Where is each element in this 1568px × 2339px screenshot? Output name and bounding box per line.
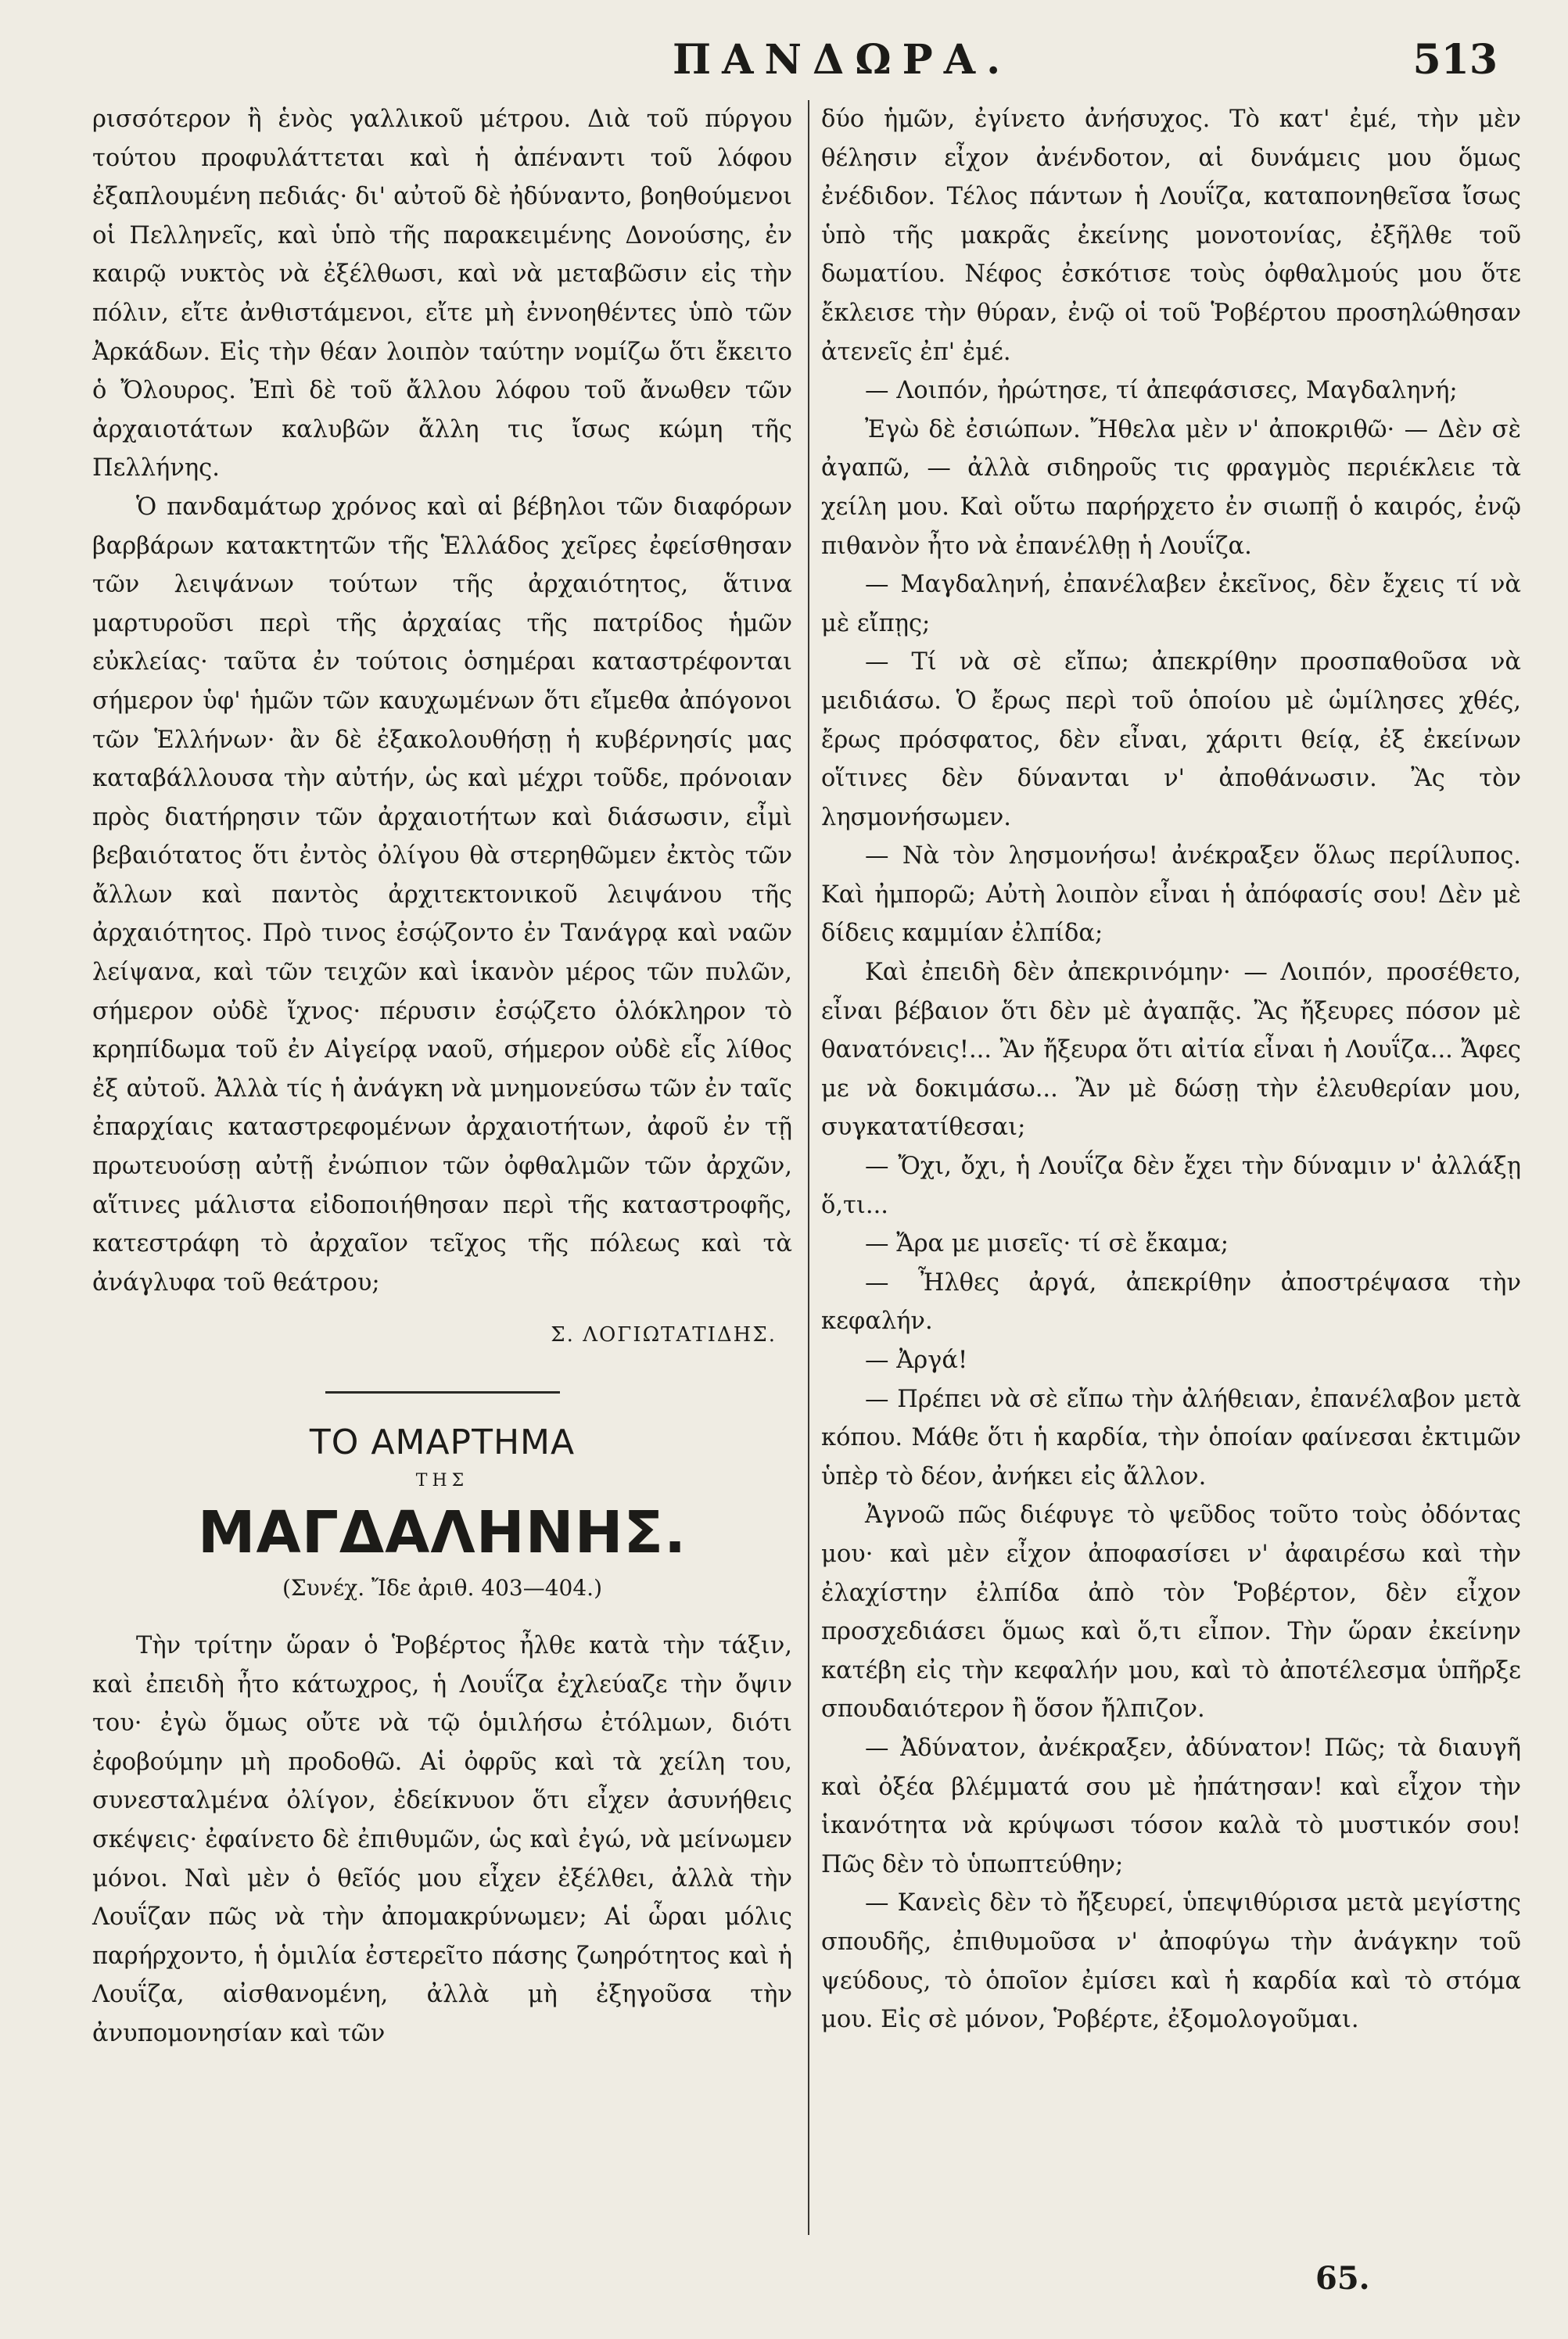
dialogue-line: — Πρέπει νὰ σὲ εἴπω τὴν ἀλήθειαν, ἐπανέλαβον μετὰ κόπου. Μάθε ὅτι ἡ καρδία, τὴν ὁποίαν φαίνεσαι ἐκτιμῶν ὑπὲρ τὸ δέον, ἀνήκει εἰς ἄλλον. xyxy=(821,1385,1521,1491)
story-paragraph: Τὴν τρίτην ὥραν ὁ Ῥοβέρτος ἦλθε κατὰ τὴν τάξιν, καὶ ἐπειδὴ ἦτο κάτωχρος, ἡ Λουΐζα ἐχλεύαζε τὴν ὄψιν του· ἐγὼ ὅμως οὔτε νὰ τῷ ὁμιλήσω ἐτόλμων, διότι ἐφοβούμην μὴ προδοθῶ. Αἱ ὀφρῦς καὶ τὰ χείλη του, συνεσταλμένα ὀλίγον, ἐδείκνυον ὅτι εἶχεν ἀσυνήθεις σκέψεις· ἐφαίνετο δὲ ἐπιθυμῶν, ὡς καὶ ἐγώ, νὰ μείνωμεν μόνοι. Ναὶ μὲν ὁ θεῖός μου εἶχεν ἐξέλθει, ἀλλὰ τὴν Λουΐζαν πῶς νὰ τὴν ἀπομακρύνωμεν; Αἱ ὧραι μόλις παρήρχοντο, ἡ ὁμιλία ἐστερεῖτο πάσης ζωηρότητος καὶ ἡ Λουΐζα, αἰσθανομένη, ἀλλὰ μὴ ἐξηγοῦσα τὴν ἀνυπομονησίαν καὶ τῶν xyxy=(92,1632,792,2047)
dialogue-line: — Ἦλθες ἀργά, ἀπεκρίθην ἀποστρέψασα τὴν κεφαλήν. xyxy=(821,1268,1521,1336)
gathering-mark: 65. xyxy=(1315,2260,1370,2297)
journal-title: ΠΑΝΔΩΡΑ. xyxy=(673,36,1012,84)
author-signature: Σ. ΛΟΓΙΩΤΑΤΙΔΗΣ. xyxy=(551,1323,777,1347)
story-title: ΤΟ ΑΜΑΡΤΗΜΑ xyxy=(309,1422,576,1462)
running-head xyxy=(0,30,1568,92)
dialogue-line: — Μαγδαληνή, ἐπανέλαβεν ἐκεῖνος, δὲν ἔχεις τί νὰ μὲ εἴπῃς; xyxy=(821,571,1521,637)
dialogue-line: — Τί νὰ σὲ εἴπω; ἀπεκρίθην προσπαθοῦσα νὰ μειδιάσω. Ὁ ἔρως περὶ τοῦ ὁποίου μὲ ὡμίλησες χθές, ἔρως πρόσφατος, δὲν εἶναι, χάριτι θείᾳ, ἐξ ἐκείνων οἵτινες δὲν δύνανται ν' ἀποθάνωσιν. Ἂς τὸν λησμονήσωμεν. xyxy=(821,648,1521,831)
story-paragraph: δύο ἡμῶν, ἐγίνετο ἀνήσυχος. Τὸ κατ' ἐμέ, τὴν μὲν θέλησιν εἶχον ἀνένδοτον, αἱ δυνάμεις μου ὅμως ἐνέδιδον. Τέλος πάντων ἡ Λουΐζα, καταπονηθεῖσα ἴσως ὑπὸ τῆς μακρᾶς ἐκείνης μονοτονίας, ἐξῆλθε τοῦ δωματίου. Νέφος ἐσκότισε τοὺς ὀφθαλμούς μου ὅτε ἔκλεισε τὴν θύραν, ἐνῷ οἱ τοῦ Ῥοβέρτου προσηλώθησαν ἀτενεῖς ἐπ' ἐμέ. xyxy=(821,106,1521,366)
story-paragraph: Ἀγνοῶ πῶς διέφυγε τὸ ψεῦδος τοῦτο τοὺς ὀδόντας μου· καὶ μὲν εἶχον ἀποφασίσει ν' ἀφαιρέσω καὶ τὴν ἐλαχίστην ἐλπίδα ἀπὸ τὸν Ῥοβέρτον, δὲν εἶχον προσχεδιάσει ὅμως καὶ ὅ,τι εἶπον. Τὴν ὥραν ἐκείνην κατέβη εἰς τὴν κεφαλήν μου, καὶ τὸ ἀποτέλεσμα ὑπῆρξε σπουδαιότερον ἢ ὅσον ἤλπιζον. xyxy=(821,1501,1521,1724)
continuation-note: (Συνέχ. Ἴδε ἀριθ. 403—404.) xyxy=(282,1575,603,1601)
dialogue-line: — Νὰ τὸν λησμονήσω! ἀνέκραξεν ὅλως περίλυπος. Καὶ ἠμπορῶ; Αὐτὴ λοιπὸν εἶναι ἡ ἀπόφασίς σου! Δὲν μὲ δίδεις καμμίαν ἐλπίδα; xyxy=(821,842,1521,948)
right-column xyxy=(821,100,1521,2039)
story-title-connector: ΤΗΣ xyxy=(415,1471,469,1491)
dialogue-line: — Ὄχι, ὄχι, ἡ Λουΐζα δὲν ἔχει τὴν δύναμιν ν' ἀλλάξῃ ὅ,τι... xyxy=(821,1153,1521,1219)
left-column xyxy=(92,100,792,2054)
dialogue-line: — Ἀργά! xyxy=(865,1347,968,1374)
column-divider xyxy=(808,100,809,2235)
page-number: 513 xyxy=(1412,36,1498,84)
article-paragraph: ρισσότερον ἢ ἑνὸς γαλλικοῦ μέτρου. Διὰ τοῦ πύργου τούτου προφυλάττεται καὶ ἡ ἀπέναντι τοῦ λόφου ἐξαπλουμένη πεδιάς· δι' αὐτοῦ δὲ ἠδύναντο, βοηθούμενοι οἱ Πελληνεῖς, καὶ ὑπὸ τῆς παρακειμένης Δονούσης, ἐν καιρῷ νυκτὸς νὰ ἐξέλθωσι, καὶ νὰ μεταβῶσιν εἰς τὴν πόλιν, εἴτε ἀνθιστάμενοι, εἴτε μὴ ἐννοηθέντες ὑπὸ τῶν Ἀρκάδων. Εἰς τὴν θέαν λοιπὸν ταύτην νομίζω ὅτι ἔκειτο ὁ Ὄλουρος. Ἐπὶ δὲ τοῦ ἄλλου λόφου τοῦ ἄνωθεν τῶν ἀρχαιοτάτων καλυβῶν ἄλλη τις ἴσως κώμη τῆς Πελλήνης. xyxy=(92,106,792,483)
story-paragraph: Καὶ ἐπειδὴ δὲν ἀπεκρινόμην· — Λοιπόν, προσέθετο, εἶναι βέβαιον ὅτι δὲν μὲ ἀγαπᾷς. Ἂς ἤξευρες πόσον μὲ θανατόνεις!... Ἂν ἤξευρα ὅτι αἰτία εἶναι ἡ Λουΐζα... Ἄφες με νὰ δοκιμάσω... Ἂν μὲ δώσῃ τὴν ἐλευθερίαν μου, συγκατατίθεσαι; xyxy=(821,959,1521,1142)
dialogue-line: — Ἄρα με μισεῖς· τί σὲ ἔκαμα; xyxy=(865,1230,1229,1258)
story-paragraph: Ἐγὼ δὲ ἐσιώπων. Ἤθελα μὲν ν' ἀποκριθῶ· — Δὲν σὲ ἀγαπῶ, — ἀλλὰ σιδηροῦς τις φραγμὸς περιέκλειε τὰ χείλη μου. Καὶ οὕτω παρήρχετο ἐν σιωπῇ ὁ καιρός, ἐνῷ πιθανὸν ἦτο νὰ ἐπανέλθῃ ἡ Λουΐζα. xyxy=(821,415,1521,560)
dialogue-line: — Κανεὶς δὲν τὸ ἤξευρεί, ὑπεψιθύρισα μετὰ μεγίστης σπουδῆς, ἐπιθυμοῦσα ν' ἀποφύγω τὴν ἀνάγκην τοῦ ψεύδους, τὸ ὁποῖον ἐμίσει καὶ ἡ καρδία καὶ τὸ στόμα μου. Εἰς σὲ μόνον, Ῥοβέρτε, ἐξομολογοῦμαι. xyxy=(821,1889,1521,2034)
article-paragraph: Ὁ πανδαμάτωρ χρόνος καὶ αἱ βέβηλοι τῶν διαφόρων βαρβάρων κατακτητῶν τῆς Ἑλλάδος χεῖρες ἐφείσθησαν τῶν λειψάνων τούτων τῆς ἀρχαιότητος, ἅτινα μαρτυροῦσι περὶ τῆς ἀρχαίας τῆς πατρίδος ἡμῶν εὐκλείας· ταῦτα ἐν τούτοις ὁσημέραι καταστρέφονται σήμερον ὑφ' ἡμῶν τῶν καυχωμένων ὅτι εἴμεθα ἀπόγονοι τῶν Ἑλλήνων· ἂν δὲ ἐξακολουθήσῃ ἡ κυβέρνησίς μας καταβάλλουσα τὴν αὐτήν, ὡς καὶ μέχρι τοῦδε, πρόνοιαν πρὸς διατήρησιν τῶν ἀρχαιοτήτων καὶ διάσωσιν, εἶμὶ βεβαιότατος ὅτι ἐντὸς ὀλίγου θὰ στερηθῶμεν ἐκτὸς τῶν ἄλλων καὶ παντὸς ἀρχιτεκτονικοῦ λειψάνου τῆς ἀρχαιότητος. Πρὸ τινος ἐσῴζοντο ἐν Τανάγρᾳ καὶ ναῶν λείψανα, καὶ τῶν τειχῶν καὶ ἱκανὸν μέρος τῶν πυλῶν, σήμερον οὐδὲ ἴχνος· πέρυσιν ἐσῴζετο ὁλόκληρον τὸ κρηπίδωμα τοῦ ἐν Αἰγείρᾳ ναοῦ, σήμερον οὐδὲ εἷς λίθος ἐξ αὐτοῦ. Ἀλλὰ τίς ἡ ἀνάγκη νὰ μνημονεύσω τῶν ἐν ταῖς ἐπαρχίαις καταστρεφομένων ἀρχαιοτήτων, ἀφοῦ ἐν τῇ πρωτευούσῃ αὐτῇ ἐνώπιον τῶν ὀφθαλμῶν τῶν ἀρχῶν, αἵτινες μάλιστα εἰδοποιήθησαν περὶ τῆς καταστροφῆς, κατεστράφη τὸ ἀρχαῖον τεῖχος τῆς πόλεως καὶ τὰ ἀνάγλυφα τοῦ θεάτρου; xyxy=(92,493,792,1297)
dialogue-line: — Ἀδύνατον, ἀνέκραξεν, ἀδύνατον! Πῶς; τὰ διαυγῆ καὶ ὀξέα βλέμματά σου μὲ ἠπάτησαν! καὶ εἶχον τὴν ἱκανότητα νὰ κρύψωσι τόσον καλὰ τὸ μυστικόν σου! Πῶς δὲν τὸ ὑπωπτεύθην; xyxy=(821,1734,1521,1878)
dialogue-line: — Λοιπόν, ἠρώτησε, τί ἀπεφάσισες, Μαγδαληνή; xyxy=(865,377,1458,405)
story-title-name: ΜΑΓΔΑΛΗΝΗΣ. xyxy=(197,1499,687,1566)
section-divider xyxy=(325,1391,560,1394)
